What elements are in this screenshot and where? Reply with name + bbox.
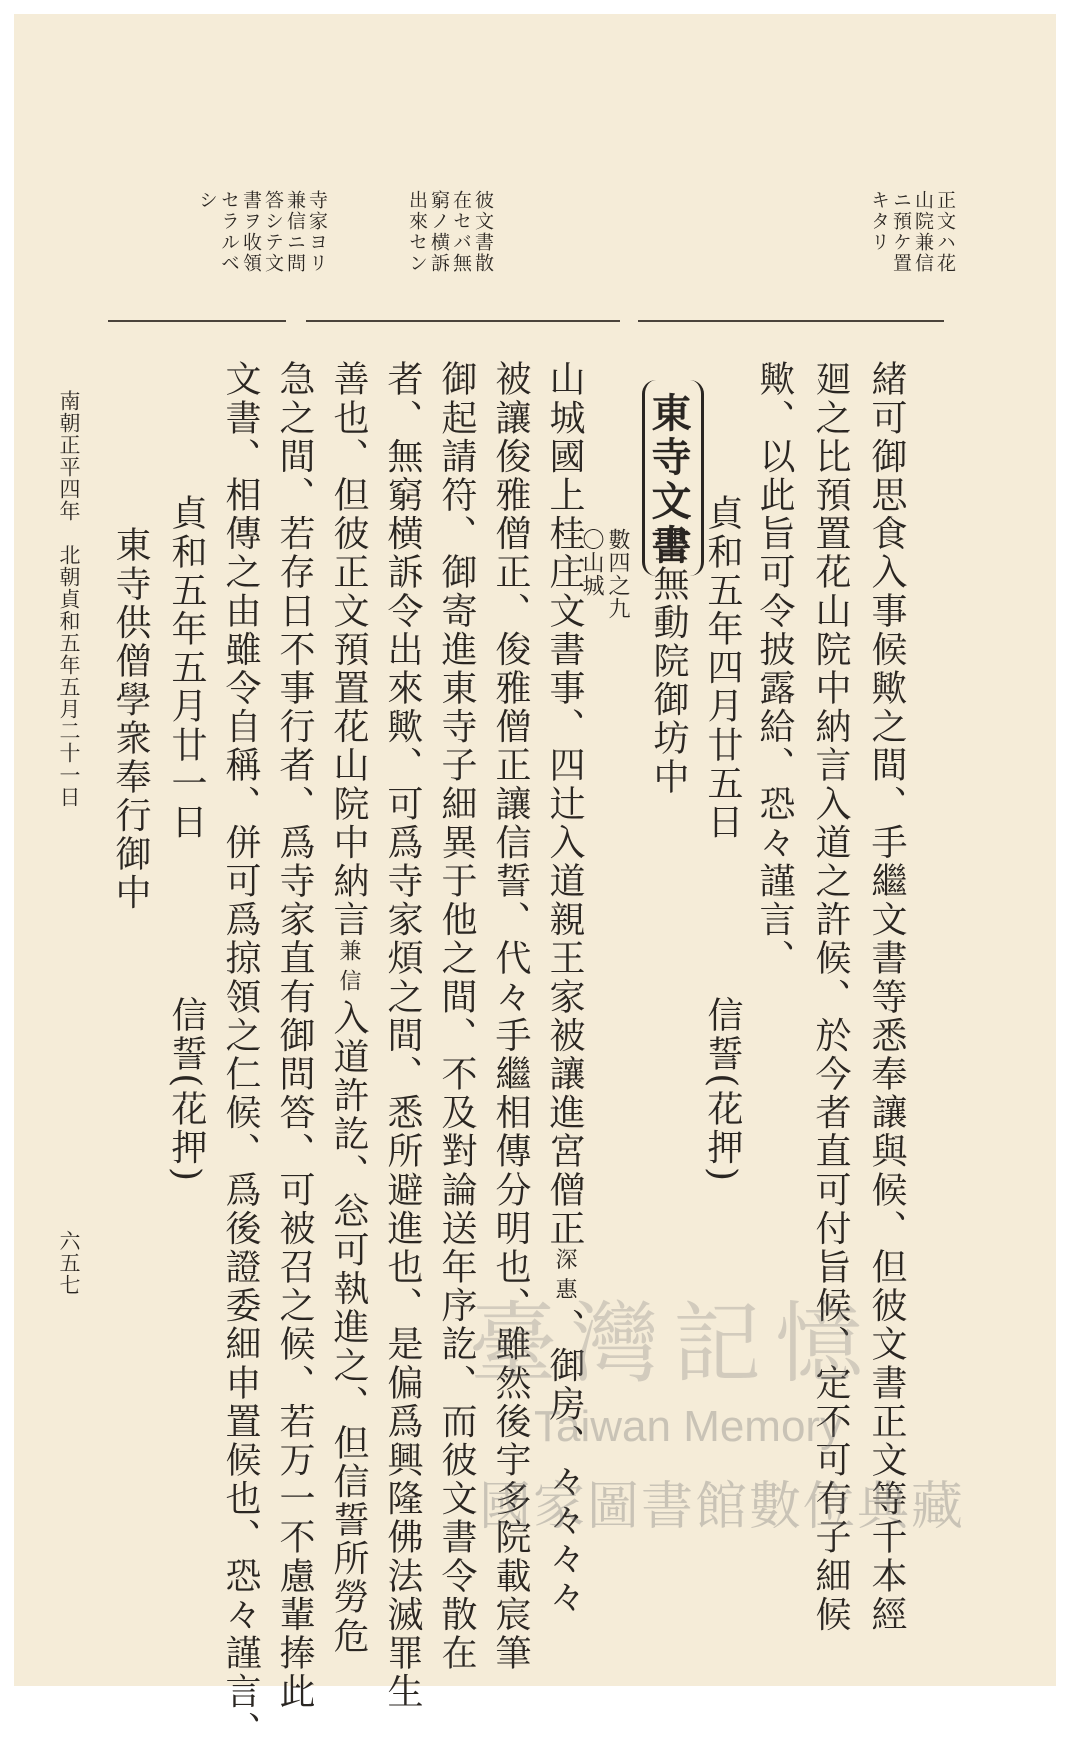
text-line-2: 廻之比預置花山院中納言入道之許候、於今者直可付旨候、定不可有子細候 (810, 360, 851, 1634)
text-line-9: 急之間、若存日不事行者、爲寺家直有御問答、可被召之候、若万一不慮輩捧此 (274, 360, 315, 1711)
watermark-english: Taiwan Memory (534, 1402, 843, 1451)
text-line-8: 善也、但彼正文預置花山院中納言兼信入道許訖、忩可執進之、但信誓所勞危 (328, 360, 369, 1656)
date-1: 貞和五年四月廿五日 (702, 494, 743, 842)
headnote-3: 寺家ヨリ 兼信ニ問 答シテ文 書ヲ收領 セラルベ シ (196, 190, 328, 274)
document-page (14, 14, 1056, 1750)
document-title: 東寺文書 (645, 392, 692, 568)
text-line-4: 山城國上桂庄文書事、四辻入道親王家被讓進宮僧正深惠、御房、々々々々 (544, 360, 585, 1617)
page-number: 六五七 (57, 1230, 81, 1296)
watermark-logo-text: 臺灣記憶 (469, 1292, 878, 1395)
text-line-3: 歟、以此旨可令披露給、恐々謹言、 (754, 360, 795, 978)
signature-2: 信誓(花押) (166, 996, 207, 1184)
running-head: 南朝正平四年 北朝貞和五年五月二十一日 (57, 390, 81, 808)
headnote-2: 彼文書散 在セバ無 窮ノ横訴 出來セン (406, 190, 494, 274)
signature-1: 信誓(花押) (702, 996, 743, 1184)
header-rule-1 (108, 320, 286, 322)
header-rule-2 (306, 320, 620, 322)
headnote-1: 正文ハ花 山院兼信 ニ預ケ置 キタリ (868, 190, 956, 274)
text-line-6: 御起請符、御寄進東寺子細異于他之間、不及對論送年序訖、而彼文書令散在 (436, 360, 477, 1673)
text-line-5: 被讓俊雅僧正、俊雅僧正讓信誓、代々手繼相傳分明也、雖然後宇多院載宸筆 (490, 360, 531, 1673)
date-2: 貞和五年五月廿一日 (166, 494, 207, 842)
watermark-library: 國家圖書館數位典藏 (479, 1477, 966, 1537)
text-line-7: 者、無窮横訴令出來歟、可爲寺家煩之間、悉所避進也、是偏爲興隆佛法滅罪生 (382, 360, 423, 1711)
province-ref: 〇山城 (579, 528, 604, 597)
addressee-2: 東寺供僧學衆奉行御中 (110, 526, 151, 912)
header-rule-3 (638, 320, 944, 322)
text-line-10: 文書、相傳之由雖令自稱、併可爲掠領之仁候、爲後證委細申置候也、恐々謹言、 (220, 360, 261, 1750)
addressee-1: 聖無動院御坊中 (648, 526, 689, 797)
text-line-1: 緒可御思食入事候歟之間、手繼文書等悉奉讓與候、但彼文書正文等千本經 (866, 360, 907, 1634)
source-ref: 數四之九 (605, 528, 630, 620)
